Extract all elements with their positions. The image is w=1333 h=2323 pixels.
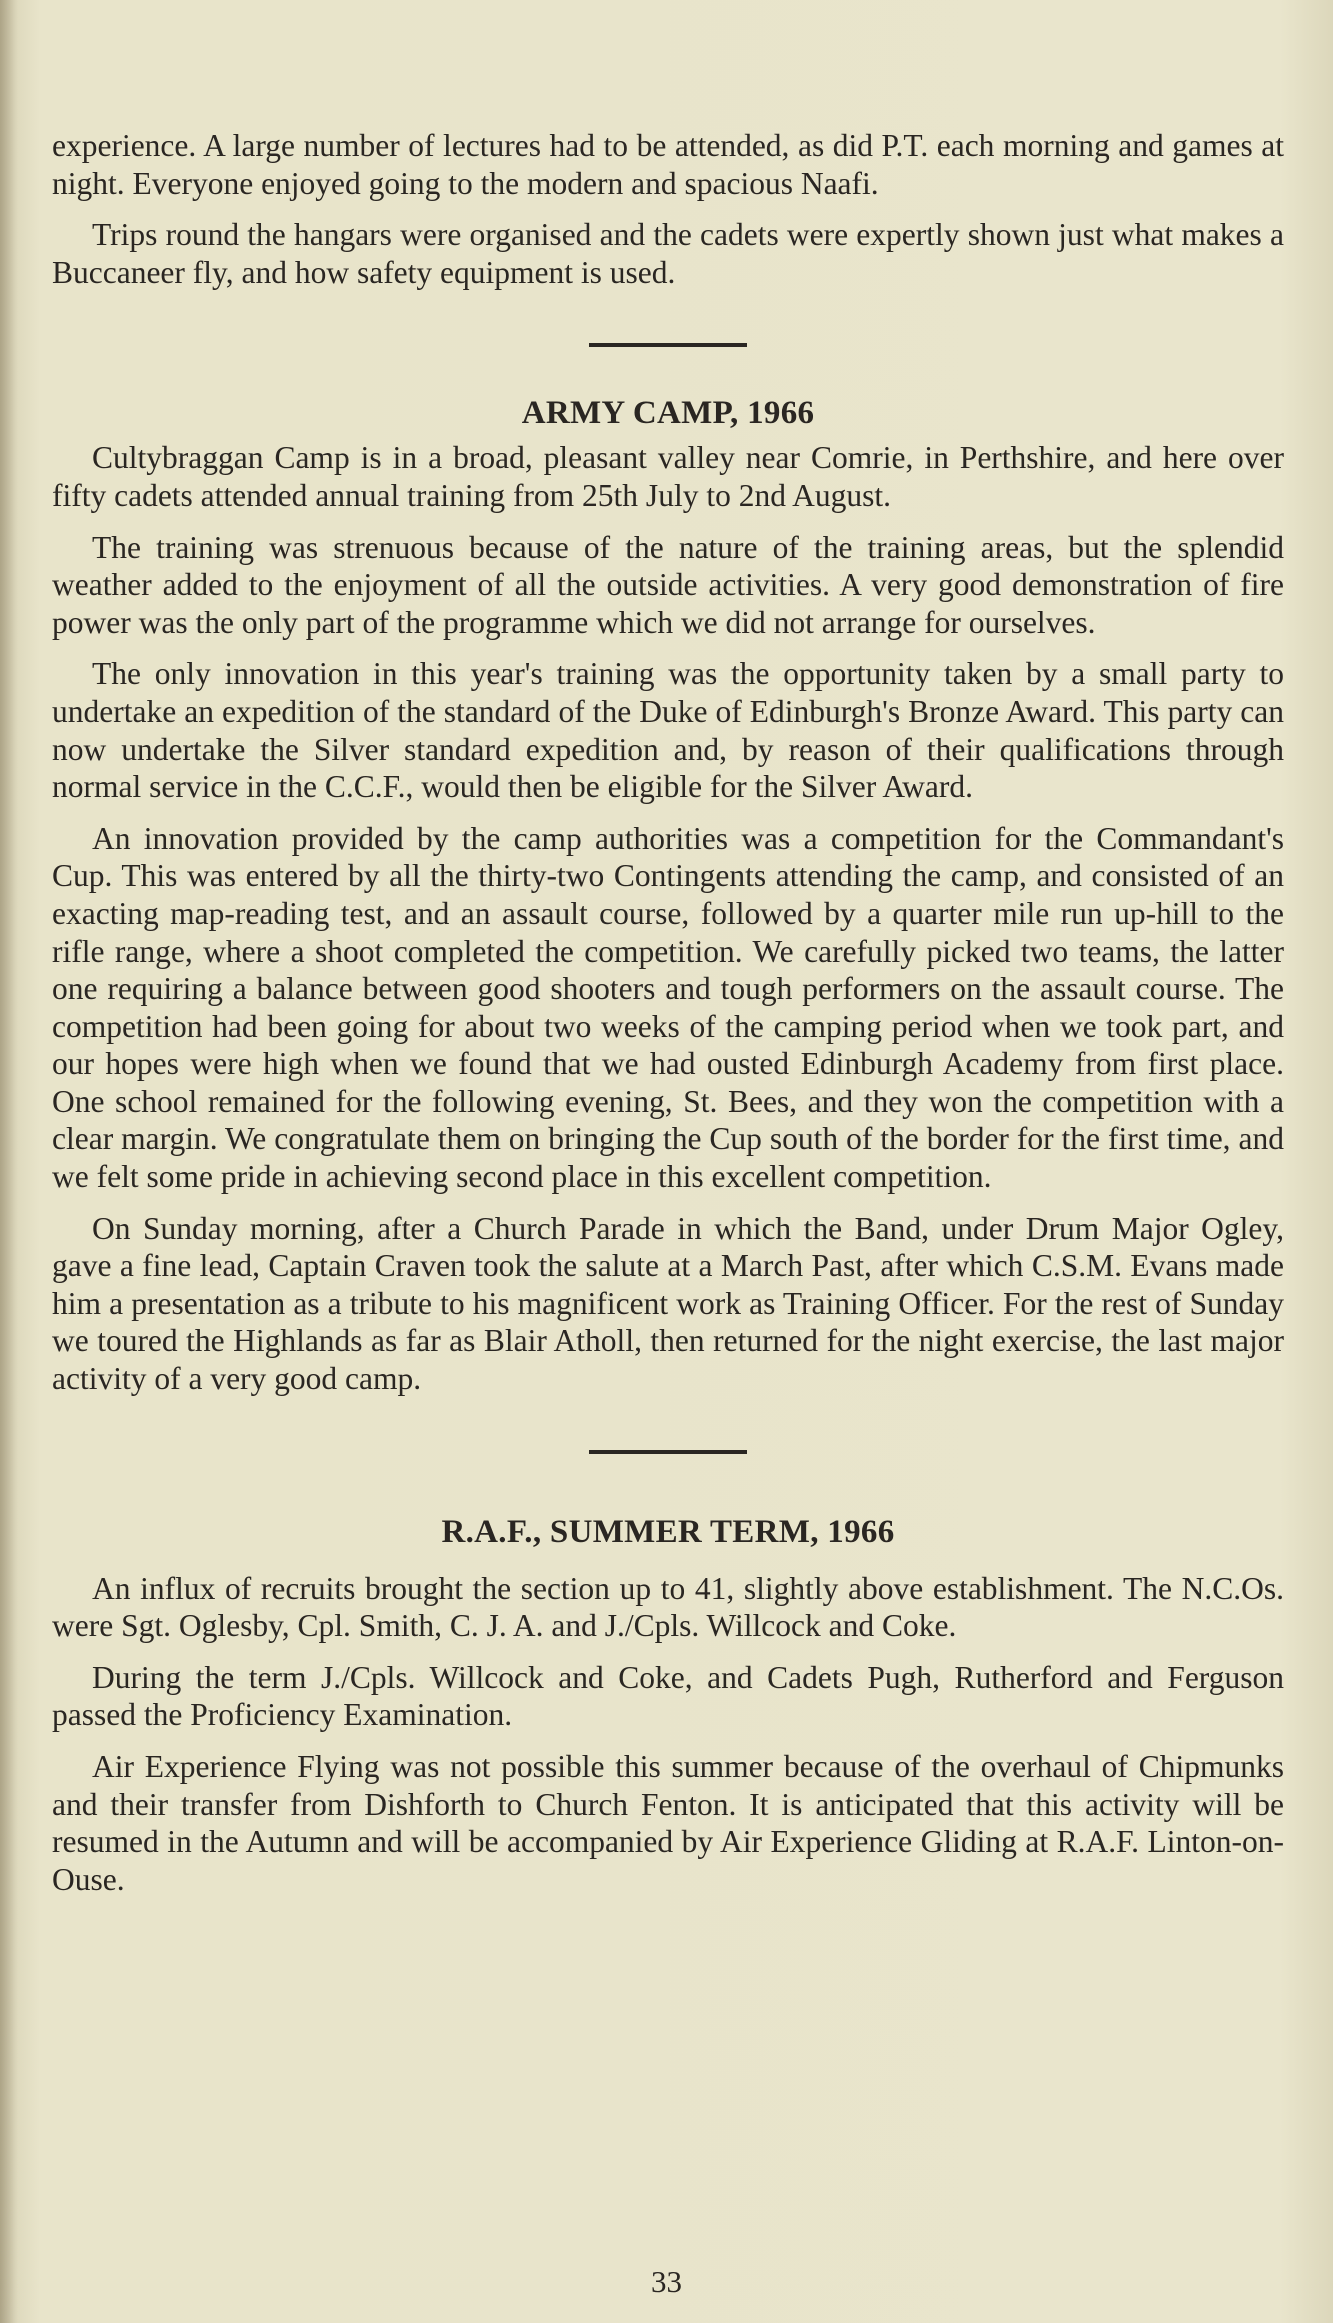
army-camp-paragraph: Cultybraggan Camp is in a broad, pleasant valley near Comrie, in Perthshire, and here over fifty cadets attended annual training from 25th July to 2nd August. [52,440,1284,513]
raf-summer-paragraph: An influx of recruits brought the section up to 41, slightly above establishment. The N.C.Os. were Sgt. Oglesby, Cpl. Smith, C. J. A. and J./Cpls. Willcock and Coke. [52,1570,1284,1644]
binding-shadow [0,0,18,2323]
page-number: 33 [651,2264,682,2299]
army-camp-paragraph: The training was strenuous because of the nature of the training areas, but the splendid weather added to the enjoyment of all the outside activities. A very good demonstration of fire power was the only part of the programme which we did not arrange for ourselves. [52,529,1284,640]
intro-paragraph: Trips round the hangars were organised and the cadets were expertly shown just what makes a Buccaneer fly, and how safety equipment is used. [52,217,1284,290]
raf-summer-paragraph: During the term J./Cpls. Willcock and Coke, and Cadets Pugh, Rutherford and Ferguson passed the Proficiency Examination. [52,1659,1284,1733]
raf-summer-paragraph: Air Experience Flying was not possible this summer because of the overhaul of Chipmunks and their transfer from Dishforth to Church Fenton. It is anticipated that this activity will be resumed in the Autumn and will be accompanied by Air Experience Gliding at R.A.F. Linton-on-Ouse. [52,1749,1284,1897]
section-divider [589,1450,747,1454]
raf-summer-heading: R.A.F., SUMMER TERM, 1966 [441,1513,895,1550]
army-camp-paragraph: The only innovation in this year's training was the opportunity taken by a small party to undertake an expedition of the standard of the Duke of Edinburgh's Bronze Award. This party can now undertake the Silver standard expedition and, by reason of their qualifications through normal service in the C.C.F., would then be eligible for the Silver Award. [52,656,1284,805]
army-camp-heading: ARMY CAMP, 1966 [521,395,815,432]
army-camp-paragraph: An innovation provided by the camp authorities was a competition for the Commandant's Cup. This was entered by all the thirty-two Contingents attending the camp, and consisted of an exacting map-reading test, and an assault course, followed by a quarter mile run up-hill to the rifle range, where a shoot completed the competition. We carefully picked two teams, the latter one requiring a balance between good shooters and tough performers on the assault course. The competition had been going for about two weeks of the camping period when we took part, and our hopes were high when we found that we had ousted Edinburgh Academy from first place. One school remained for the following evening, St. Bees, and they won the competition with a clear margin. We congratulate them on bringing the Cup south of the border for the first time, and we felt some pride in achieving second place in this excellent competition. [52,820,1284,1195]
army-camp-paragraph: On Sunday morning, after a Church Parade in which the Band, under Drum Major Ogley, gave a fine lead, Captain Craven took the salute at a March Past, after which C.S.M. Evans made him a presentation as a tribute to his magnificent work as Training Officer. For the rest of Sunday we toured the Highlands as far as Blair Atholl, then returned for the night exercise, the last major activity of a very good camp. [52,1210,1284,1397]
page-content [52,127,1284,1912]
intro-paragraph: experience. A large number of lectures had to be attended, as did P.T. each morning and games at night. Everyone enjoyed going to the modern and spacious Naafi. [52,128,1284,201]
section-divider [589,343,747,347]
